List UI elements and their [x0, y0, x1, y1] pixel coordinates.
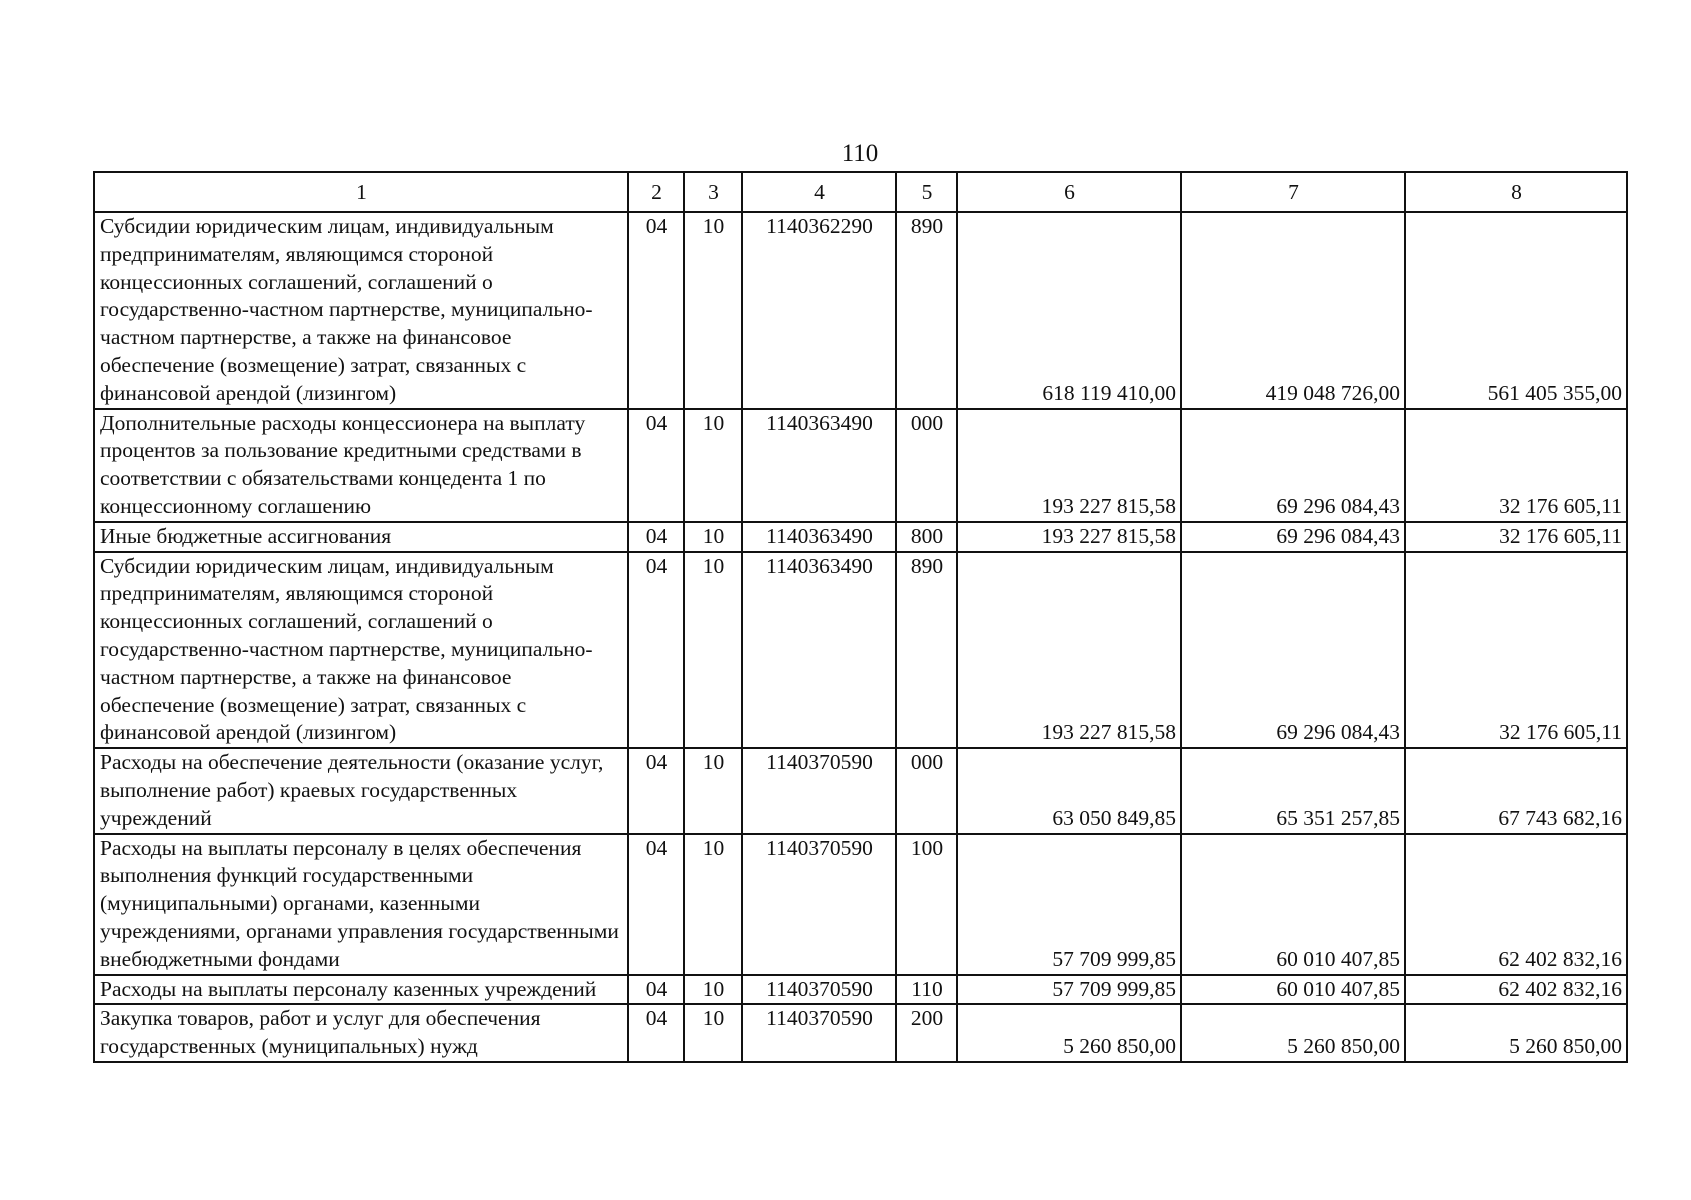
podrazdel-cell: 10 — [684, 552, 742, 749]
amount-1-cell: 193 227 815,58 — [957, 522, 1181, 552]
amount-3-cell: 32 176 605,11 — [1405, 522, 1627, 552]
table-row — [94, 552, 1627, 749]
expenditure-name-cell: Дополнительные расходы концессионера на выплату процентов за пользование кредитными средствами в соответствии с обязательствами концедента 1 по концессионному соглашению — [94, 409, 628, 522]
amount-2-cell: 5 260 850,00 — [1181, 1004, 1405, 1062]
podrazdel-cell: 10 — [684, 975, 742, 1005]
expense-type-cell: 110 — [896, 975, 957, 1005]
podrazdel-cell: 10 — [684, 522, 742, 552]
target-item-cell: 1140363490 — [742, 552, 896, 749]
razdel-cell: 04 — [628, 748, 684, 833]
table-row — [94, 975, 1627, 1005]
expense-type-cell: 000 — [896, 409, 957, 522]
amount-3-cell: 561 405 355,00 — [1405, 212, 1627, 409]
podrazdel-cell: 10 — [684, 748, 742, 833]
expenditure-name-cell: Расходы на выплаты персоналу в целях обеспечения выполнения функций государственными (муниципальными) органами, казенными учреждениями, органами управления государственными внебюджетными фондами — [94, 834, 628, 975]
expense-type-cell: 200 — [896, 1004, 957, 1062]
amount-3-cell: 62 402 832,16 — [1405, 975, 1627, 1005]
target-item-cell: 1140370590 — [742, 975, 896, 1005]
amount-1-cell: 618 119 410,00 — [957, 212, 1181, 409]
expenditure-name-cell: Субсидии юридическим лицам, индивидуальным предпринимателям, являющимся стороной концессионных соглашений, соглашений о государственно-частном партнерстве, муниципально-частном партнерстве, а также на финансовое обеспечение (возмещение) затрат, связанных с финансовой арендой (лизингом) — [94, 552, 628, 749]
target-item-cell: 1140362290 — [742, 212, 896, 409]
podrazdel-cell: 10 — [684, 212, 742, 409]
expenditure-name-cell: Иные бюджетные ассигнования — [94, 522, 628, 552]
column-header-amount-2: 7 — [1181, 172, 1405, 212]
razdel-cell: 04 — [628, 522, 684, 552]
razdel-cell: 04 — [628, 212, 684, 409]
expenditure-name-cell: Закупка товаров, работ и услуг для обеспечения государственных (муниципальных) нужд — [94, 1004, 628, 1062]
budget-expenditure-table — [93, 171, 1628, 1063]
razdel-cell: 04 — [628, 409, 684, 522]
razdel-cell: 04 — [628, 975, 684, 1005]
column-header-razdel: 2 — [628, 172, 684, 212]
column-header-amount-1: 6 — [957, 172, 1181, 212]
expenditure-name-cell: Расходы на обеспечение деятельности (оказание услуг, выполнение работ) краевых государственных учреждений — [94, 748, 628, 833]
amount-3-cell: 5 260 850,00 — [1405, 1004, 1627, 1062]
column-header-amount-3: 8 — [1405, 172, 1627, 212]
table-row — [94, 409, 1627, 522]
razdel-cell: 04 — [628, 834, 684, 975]
amount-2-cell: 419 048 726,00 — [1181, 212, 1405, 409]
expenditure-name-cell: Расходы на выплаты персоналу казенных учреждений — [94, 975, 628, 1005]
column-header-name: 1 — [94, 172, 628, 212]
amount-2-cell: 69 296 084,43 — [1181, 409, 1405, 522]
expense-type-cell: 890 — [896, 552, 957, 749]
amount-2-cell: 60 010 407,85 — [1181, 834, 1405, 975]
amount-1-cell: 193 227 815,58 — [957, 409, 1181, 522]
amount-3-cell: 32 176 605,11 — [1405, 552, 1627, 749]
target-item-cell: 1140370590 — [742, 834, 896, 975]
amount-2-cell: 60 010 407,85 — [1181, 975, 1405, 1005]
podrazdel-cell: 10 — [684, 1004, 742, 1062]
column-header-podrazdel: 3 — [684, 172, 742, 212]
expenditure-name-cell: Субсидии юридическим лицам, индивидуальным предпринимателям, являющимся стороной концессионных соглашений, соглашений о государственно-частном партнерстве, муниципально-частном партнерстве, а также на финансовое обеспечение (возмещение) затрат, связанных с финансовой арендой (лизингом) — [94, 212, 628, 409]
amount-1-cell: 5 260 850,00 — [957, 1004, 1181, 1062]
table-row — [94, 1004, 1627, 1062]
table-row — [94, 834, 1627, 975]
amount-3-cell: 62 402 832,16 — [1405, 834, 1627, 975]
column-header-expense-type: 5 — [896, 172, 957, 212]
table-row — [94, 522, 1627, 552]
table-row — [94, 748, 1627, 833]
target-item-cell: 1140370590 — [742, 1004, 896, 1062]
podrazdel-cell: 10 — [684, 409, 742, 522]
amount-3-cell: 32 176 605,11 — [1405, 409, 1627, 522]
razdel-cell: 04 — [628, 1004, 684, 1062]
amount-1-cell: 63 050 849,85 — [957, 748, 1181, 833]
razdel-cell: 04 — [628, 552, 684, 749]
podrazdel-cell: 10 — [684, 834, 742, 975]
column-header-target-item: 4 — [742, 172, 896, 212]
target-item-cell: 1140370590 — [742, 748, 896, 833]
amount-2-cell: 65 351 257,85 — [1181, 748, 1405, 833]
expense-type-cell: 100 — [896, 834, 957, 975]
amount-1-cell: 57 709 999,85 — [957, 975, 1181, 1005]
amount-2-cell: 69 296 084,43 — [1181, 522, 1405, 552]
amount-1-cell: 193 227 815,58 — [957, 552, 1181, 749]
target-item-cell: 1140363490 — [742, 409, 896, 522]
table-row — [94, 212, 1627, 409]
expense-type-cell: 890 — [896, 212, 957, 409]
expense-type-cell: 800 — [896, 522, 957, 552]
amount-1-cell: 57 709 999,85 — [957, 834, 1181, 975]
table-header-row — [94, 172, 1627, 212]
amount-3-cell: 67 743 682,16 — [1405, 748, 1627, 833]
target-item-cell: 1140363490 — [742, 522, 896, 552]
page-number: 110 — [841, 140, 879, 167]
amount-2-cell: 69 296 084,43 — [1181, 552, 1405, 749]
expense-type-cell: 000 — [896, 748, 957, 833]
